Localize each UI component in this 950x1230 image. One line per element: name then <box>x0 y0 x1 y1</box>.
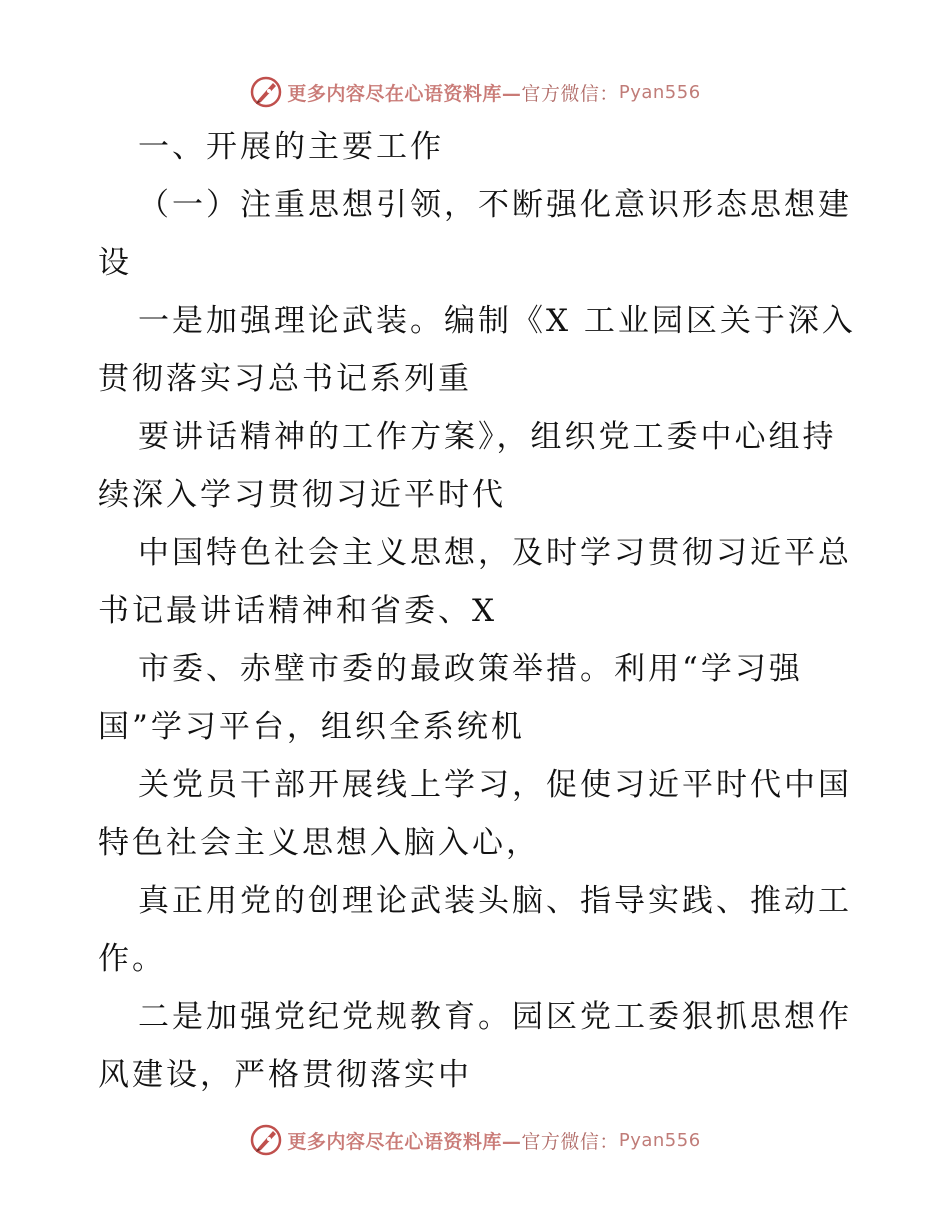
paragraph-start: 二是加强党纪党规教育。园区党工委狠抓思想作 <box>138 999 852 1035</box>
watermark-wechat-id: Pyan556 <box>618 81 701 103</box>
text-line: 特色社会主义思想入脑入心， <box>98 825 540 861</box>
section-heading: 一、开展的主要工作 <box>138 129 444 165</box>
text-line: 关党员干部开展线上学习，促使习近平时代中国 <box>138 767 852 803</box>
quill-pen-logo-icon <box>249 1123 283 1157</box>
text-line: 市委、赤壁市委的最政策举措。利用“学习强 <box>138 651 803 687</box>
footer-watermark <box>0 1120 950 1160</box>
paragraph-start: 一是加强理论武装。编制《X 工业园区关于深入 <box>138 303 856 339</box>
watermark-main-text: 更多内容尽在心语资料库— <box>287 1130 522 1153</box>
document-body <box>98 118 858 1104</box>
text-line: 风建设，严格贯彻落实中 <box>98 1057 472 1093</box>
header-watermark <box>0 72 950 112</box>
text-line: 国”学习平台，组织全系统机 <box>98 709 525 745</box>
watermark-wechat-label: 官方微信： <box>521 82 619 105</box>
watermark-wechat-id: Pyan556 <box>618 1129 701 1151</box>
text-line: 书记最讲话精神和省委、X <box>98 593 498 629</box>
text-line: 续深入学习贯彻习近平时代 <box>98 477 506 513</box>
text-line: 真正用党的创理论武装头脑、指导实践、推动工 <box>138 883 852 919</box>
text-line: 中国特色社会主义思想，及时学习贯彻习近平总 <box>138 535 852 571</box>
subsection-heading: （一）注重思想引领，不断强化意识形态思想建 <box>138 187 852 223</box>
quill-pen-logo-icon <box>249 75 283 109</box>
watermark-wechat-label: 官方微信： <box>521 1130 619 1153</box>
text-line: 要讲话精神的工作方案》，组织党工委中心组持 <box>138 419 837 455</box>
text-line: 作。 <box>98 941 166 977</box>
watermark-main-text: 更多内容尽在心语资料库— <box>287 82 522 105</box>
text-line: 设 <box>98 245 132 281</box>
text-line: 贯彻落实习总书记系列重 <box>98 361 472 397</box>
